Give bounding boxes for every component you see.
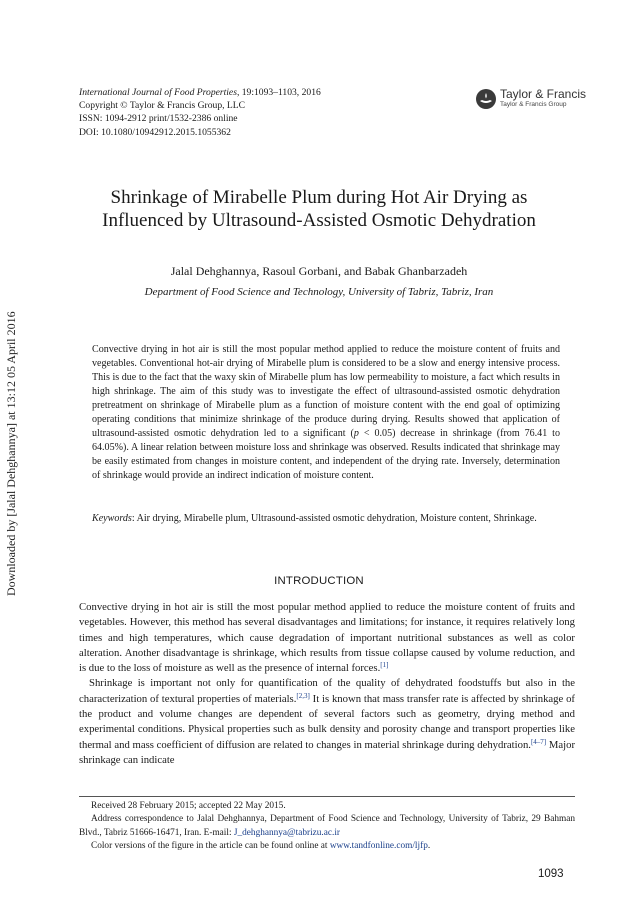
introduction-body: [79, 600, 575, 768]
email-link[interactable]: J_dehghannya@tabrizu.ac.ir: [233, 827, 341, 838]
paragraph-2-text-c: Major shrinkage can indicate: [79, 738, 575, 766]
section-heading-introduction: INTRODUCTION: [274, 575, 364, 587]
keywords-label: Keywords: [92, 513, 132, 524]
abstract: [92, 343, 560, 483]
citation-link[interactable]: [1]: [380, 661, 389, 670]
paragraph-2-text-b: It is known that mass transfer rate is affected by shrinkage of the product and volume changes are dependent of several factors such as geometry, drying method and experimental conditions. Physical properties such as bulk density and porosity change and transport properties like thermal and mass coefficient of diffusion are related to changes in material shrinkage during dehydration.: [79, 692, 575, 751]
paper-title: [60, 186, 578, 232]
color-version-note: [79, 840, 575, 853]
keywords-list: : Air drying, Mirabelle plum, Ultrasound-assisted osmotic dehydration, Moisture content, Shrinkage.: [131, 513, 537, 524]
citation-link[interactable]: [2,3]: [296, 691, 310, 700]
paragraph-1-text: Convective drying in hot air is still the most popular method applied to reduce the moisture content of fruits and vegetables. However, this method has several disadvantages and limitations; for instance, it requires relatively long times and high temperatures, which cause degradation of important nutritional substances as well as color alteration. Another disadvantage is shrinkage, which results from tissue collapse caused by volume reduction, and is due to the loss of moisture as well as the presence of internal forces.: [79, 601, 575, 675]
publisher-logo: [473, 86, 593, 112]
journal-name: International Journal of Food Properties: [79, 87, 237, 98]
journal-issn: ISSN: 1094-2912 print/1532-2386 online: [79, 113, 238, 125]
color-version-end: .: [427, 840, 431, 851]
correspondence-note: [79, 813, 575, 840]
download-note-sidebar: [4, 311, 24, 616]
journal-url-link[interactable]: www.tandfonline.com/ljfp: [329, 840, 428, 851]
keywords: [92, 512, 560, 526]
paragraph-2-text-a: Shrinkage is important not only for quantification of the quality of dehydrated foodstuffs but also in the characterization of textural properties of materials.: [79, 677, 575, 705]
abstract-text-2: < 0.05) decrease in shrinkage (from 76.41 to 64.05%). A linear relation between moisture loss and shrinkage was observed. Results indicated that shrinkage may be easily estimated from changes in moisture content, and independent of the drying rate. Inversely, determination of shrinkage would provide an indirect indication of moisture content.: [92, 428, 560, 482]
download-note: Downloaded by [Jalal Dehghannya] at 13:12 05 April 2016: [4, 311, 18, 596]
title-line-2: Influenced by Ultrasound-Assisted Osmotic Dehydration: [102, 210, 536, 231]
journal-header: [79, 86, 321, 139]
citation-link[interactable]: [4–7]: [530, 737, 547, 746]
journal-doi: DOI: 10.1080/10942912.2015.1055362: [79, 126, 231, 138]
page-number: 1093: [538, 868, 564, 880]
journal-volume: , 19:1093–1103, 2016: [236, 87, 321, 98]
footnote-divider: [79, 796, 575, 797]
abstract-text-1: Convective drying in hot air is still the most popular method applied to reduce the moisture content of fruits and vegetables. Conventional hot-air drying of Mirabelle plum is considered to be a slow and energy intensive process. This is due to the fact that the waxy skin of Mirabelle plum has low permeability to moisture, a fact which results in high shrinkage. The aim of this study was to investigate the effect of ultrasound-assisted osmotic dehydration pretreatment on shrinkage of Mirabelle plum as a function of moisture content with the end goal of optimizing operating conditions that minimize shrinkage of the produce during drying. Results showed that application of ultrasound-assisted osmotic dehydration led to a significant (: [92, 344, 560, 440]
correspondence-text: Address correspondence to Jalal Dehghannya, Department of Food Science and Technology, University of Tabriz, 29 Bahman Blvd., Tabriz 51666-16471, Iran. E-mail:: [79, 814, 575, 838]
paragraph-2: [79, 676, 575, 768]
footnotes: [79, 800, 575, 853]
journal-copyright: Copyright © Taylor & Francis Group, LLC: [79, 100, 246, 112]
publisher-group: Taylor & Francis Group: [500, 101, 567, 108]
title-line-1: Shrinkage of Mirabelle Plum during Hot Air Drying as: [110, 187, 528, 208]
abstract-p-symbol: p: [353, 428, 359, 440]
received-note: Received 28 February 2015; accepted 22 May 2015.: [91, 801, 286, 811]
color-version-text: Color versions of the figure in the article can be found online at: [91, 840, 330, 851]
authors: Jalal Dehghannya, Rasoul Gorbani, and Babak Ghanbarzadeh: [170, 264, 468, 278]
affiliation: Department of Food Science and Technology, University of Tabriz, Tabriz, Iran: [144, 286, 494, 298]
publisher-name: Taylor & Francis: [500, 87, 587, 101]
taylor-francis-lamp-icon: [475, 88, 497, 110]
paragraph-1: [79, 600, 575, 676]
